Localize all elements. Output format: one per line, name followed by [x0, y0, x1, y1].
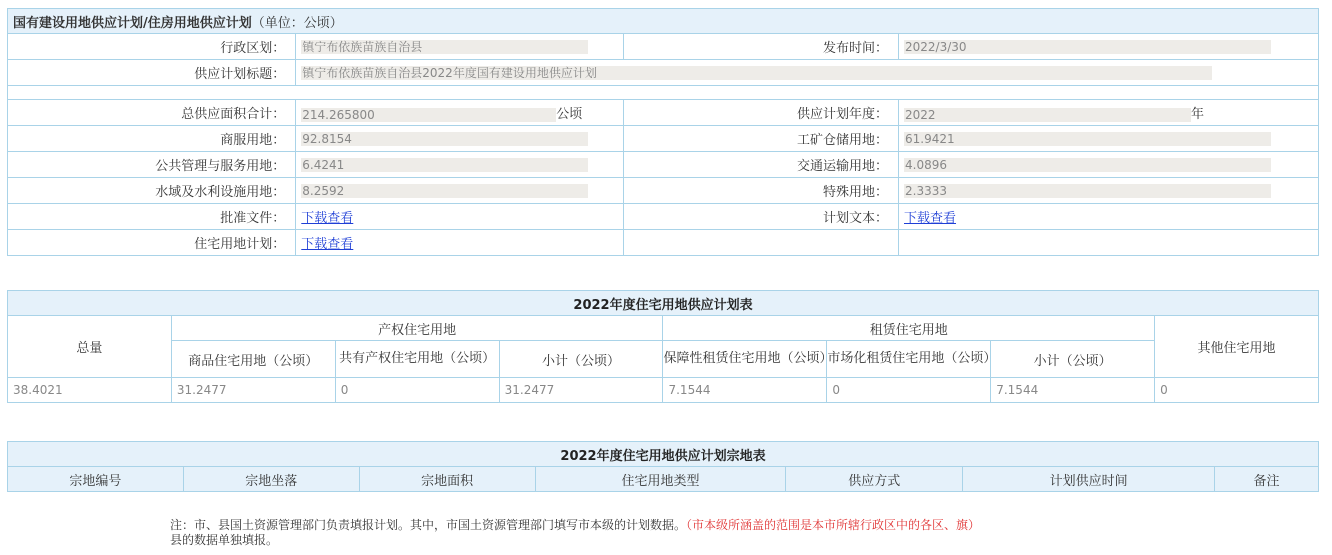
- transport-cell: [899, 152, 1319, 178]
- column-header: 住宅用地类型: [535, 467, 786, 492]
- plan-title-cell: [296, 60, 1319, 86]
- parcel-table: [7, 441, 1319, 492]
- sub-header: 小计（公顷）: [991, 341, 1155, 378]
- industrial-label: 工矿仓储用地：: [624, 126, 899, 152]
- special-label: 特殊用地：: [624, 178, 899, 204]
- table-header: [8, 9, 1319, 34]
- spacer-row: [8, 86, 1319, 100]
- column-header: 供应方式: [786, 467, 963, 492]
- column-header: 宗地面积: [359, 467, 535, 492]
- property-header: 产权住宅用地: [171, 316, 663, 341]
- footnote-highlight: （市本级所涵盖的范围是本市所辖行政区中的各区、旗）: [686, 518, 981, 532]
- rental-header: 租赁住宅用地: [663, 316, 1155, 341]
- total-area-label: 总供应面积合计：: [8, 100, 296, 126]
- empty-cell: [899, 230, 1319, 256]
- transport-label: 交通运输用地：: [624, 152, 899, 178]
- empty-cell: [624, 230, 899, 256]
- transport-field: 4.0896: [904, 158, 1271, 172]
- data-cell: 38.4021: [8, 378, 172, 403]
- plan-title-label: 供应计划标题：: [8, 60, 296, 86]
- column-header: 宗地坐落: [183, 467, 359, 492]
- housing-plan-label: 住宅用地计划：: [8, 230, 296, 256]
- plan-text-download-link[interactable]: 下载查看: [904, 211, 957, 226]
- water-cell: [296, 178, 624, 204]
- water-field: 8.2592: [301, 184, 588, 198]
- page-title: 国有建设用地供应计划/住房用地供应计划: [13, 15, 252, 31]
- publish-date-field: 2022/3/30: [904, 40, 1271, 54]
- plan-year-field: 2022: [904, 108, 1191, 122]
- approval-download-link[interactable]: 下载查看: [301, 211, 354, 226]
- plan-year-label: 供应计划年度：: [624, 100, 899, 126]
- sub-header: 保障性租赁住宅用地（公顷）: [663, 341, 827, 378]
- sub-header: 商品住宅用地（公顷）: [171, 341, 335, 378]
- residential-supply-table: [7, 290, 1319, 403]
- footnote-text: 注：市、县国土资源管理部门负责填报计划。其中，市国土资源管理部门填写市本级的计划数据。: [170, 518, 687, 532]
- public-service-label: 公共管理与服务用地：: [8, 152, 296, 178]
- column-header: 计划供应时间: [963, 467, 1215, 492]
- supply-plan-info-table: [7, 8, 1319, 256]
- approval-label: 批准文件：: [8, 204, 296, 230]
- industrial-field: 61.9421: [904, 132, 1271, 146]
- data-cell: 31.2477: [171, 378, 335, 403]
- plan-title-field: 镇宁布依族苗族自治县2022年度国有建设用地供应计划: [301, 66, 1212, 80]
- data-cell: 0: [827, 378, 991, 403]
- other-header: 其他住宅用地: [1155, 316, 1319, 378]
- data-cell: 31.2477: [499, 378, 663, 403]
- column-header: 备注: [1215, 467, 1319, 492]
- total-header: 总量: [8, 316, 172, 378]
- data-cell: 0: [1155, 378, 1319, 403]
- housing-plan-download-link[interactable]: 下载查看: [301, 237, 354, 252]
- commercial-cell: [296, 126, 624, 152]
- plan-text-cell: [899, 204, 1319, 230]
- data-cell: 7.1544: [663, 378, 827, 403]
- sub-header: 市场化租赁住宅用地（公顷）: [827, 341, 991, 378]
- region-field: 镇宁布依族苗族自治县: [301, 40, 588, 54]
- publish-date-label: 发布时间：: [624, 34, 899, 60]
- publish-date-cell: [899, 34, 1319, 60]
- residential-table-title: 2022年度住宅用地供应计划表: [8, 291, 1319, 316]
- commercial-field: 92.8154: [301, 132, 588, 146]
- total-area-field: 214.265800: [301, 108, 556, 122]
- data-cell: 7.1544: [991, 378, 1155, 403]
- industrial-cell: [899, 126, 1319, 152]
- commercial-label: 商服用地：: [8, 126, 296, 152]
- housing-plan-cell: [296, 230, 624, 256]
- sub-header: 共有产权住宅用地（公顷）: [335, 341, 499, 378]
- sub-header: 小计（公顷）: [499, 341, 663, 378]
- column-header: 宗地编号: [8, 467, 184, 492]
- public-service-cell: [296, 152, 624, 178]
- total-area-unit: 公顷: [556, 107, 583, 122]
- approval-cell: [296, 204, 624, 230]
- plan-text-label: 计划文本：: [624, 204, 899, 230]
- footnote-text-continued: 县的数据单独填报。: [170, 533, 279, 547]
- unit-label: （单位：公顷）: [251, 15, 343, 31]
- plan-year-cell: [899, 100, 1319, 126]
- special-cell: [899, 178, 1319, 204]
- water-label: 水域及水利设施用地：: [8, 178, 296, 204]
- public-service-field: 6.4241: [301, 158, 588, 172]
- data-cell: 0: [335, 378, 499, 403]
- plan-year-unit: 年: [1191, 107, 1205, 122]
- special-field: 2.3333: [904, 184, 1271, 198]
- region-label: 行政区划：: [8, 34, 296, 60]
- parcel-table-title: 2022年度住宅用地供应计划宗地表: [8, 442, 1319, 467]
- region-cell: [296, 34, 624, 60]
- footnote: [170, 518, 1160, 548]
- total-area-cell: [296, 100, 624, 126]
